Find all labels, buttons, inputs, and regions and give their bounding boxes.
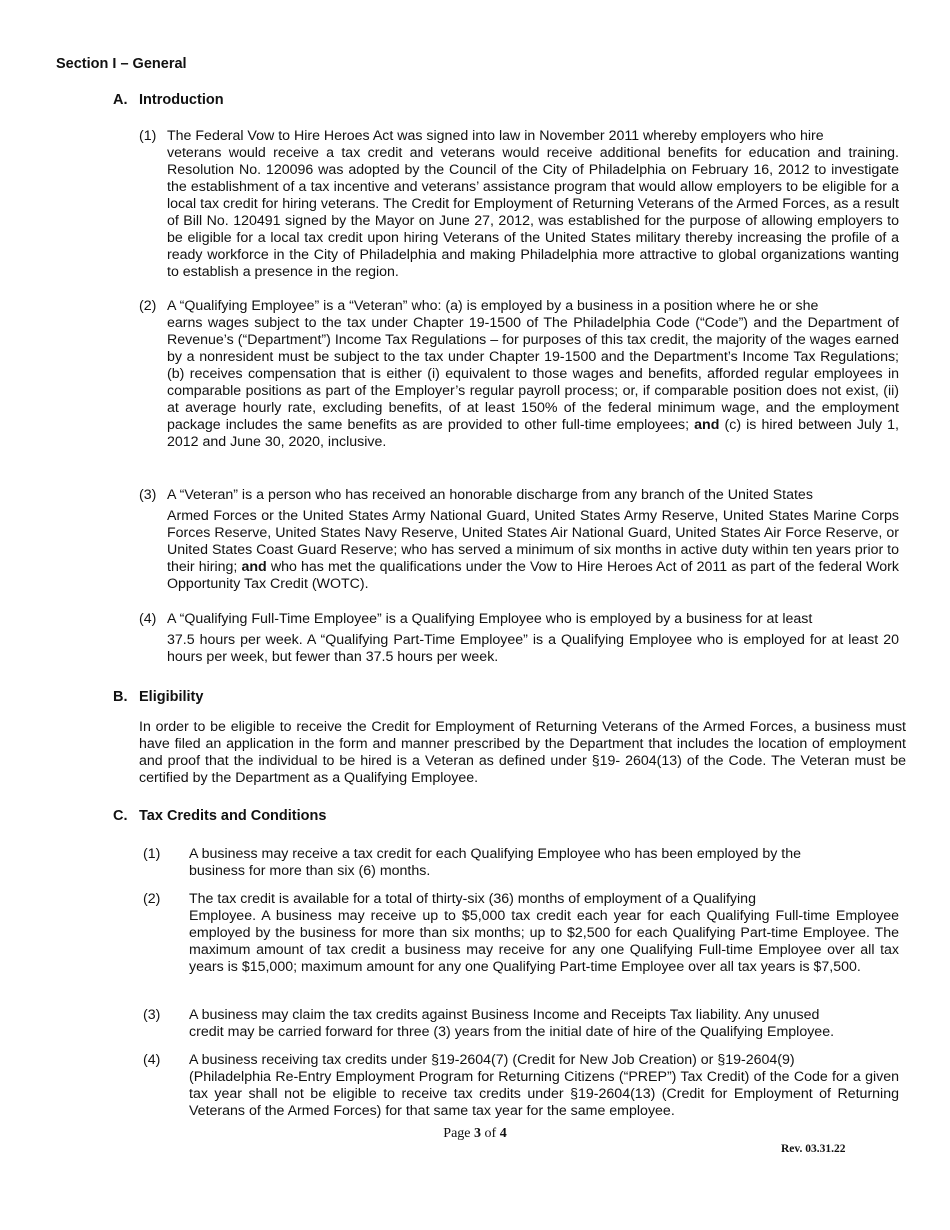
item-first-line: A “Veteran” is a person who has received an honorable discharge from any branch of the United States [167,487,813,503]
item-text: (Philadelphia Re-Entry Employment Program for Returning Citizens (“PREP”) Tax Credit) of the Code for a given tax year shall not be eligible to receive tax credits under §19-2604(13) (Credit for Employment of Returning Veterans of the Armed Forces) for that same tax year for the same employee. [189,1069,899,1119]
credit-item-2 [143,891,899,976]
item-text-part: earns wages subject to the tax under Chapter 19-1500 of The Philadelphia Code (“Code”) and the Department of Revenue’s (“Department”) Income Tax Regulations – for purposes of this tax credit, the majority of the wages earned by a nonresident must be subject to the tax under Chapter 19-1500 and the Department’s Income Tax Regulations; (b) receives compensation that is either (i) equivalent to those wages and benefits, afforded regular employees in comparable positions as part of the Employer’s regular payroll process; or, if comparable position does not exist, (ii) at average hourly rate, excluding benefits, of at least 150% of the federal minimum wage, and the employment package includes the same benefits as are provided to other full-time employees; [167,315,899,433]
item-text [167,508,899,593]
heading-label: Introduction [139,92,224,108]
eligibility-paragraph: In order to be eligible to receive the Credit for Employment of Returning Veterans of the Armed Forces, a business must have filed an application in the form and manner prescribed by the Department that includes the location of employment and proof that the individual to be hired is a Veteran as defined under §19- 2604(13) of the Code. The Veteran must be certified by the Department as a Qualifying Employee. [139,719,906,786]
page-current: 3 [474,1126,482,1141]
item-text-bold: and [241,559,267,575]
item-first-line: A business receiving tax credits under §19-2604(7) (Credit for New Job Creation) or §19-2604(9) [189,1052,795,1068]
heading-introduction [113,92,224,108]
item-number: (4) [139,611,157,627]
item-text: 37.5 hours per week. A “Qualifying Part-Time Employee” is a Qualifying Employee who is employed for at least 20 hours per week, but fewer than 37.5 hours per week. [167,632,899,665]
item-text: Employee. A business may receive up to $5,000 tax credit each year for each Qualifying Full-time Employee employed by the business for more than six months; up to $2,500 for each Qualifying Part-time Employee. The maximum amount of tax credit a business may receive for any one Qualifying Full-time Employee over all tax years is $15,000; maximum amount for any one Qualifying Part-time Employee over all tax years is $7,500. [189,908,899,975]
page-number [0,1126,950,1142]
item-number: (2) [143,891,161,907]
credit-item-4 [143,1052,899,1120]
item-first-line: A business may claim the tax credits against Business Income and Receipts Tax liability. Any unused [189,1007,820,1023]
item-number: (3) [139,487,157,503]
page-of: of [484,1126,497,1141]
intro-item-2 [139,298,899,451]
item-number: (1) [139,128,157,144]
item-number: (3) [143,1007,161,1023]
item-text-bold: and [694,417,720,433]
page-total: 4 [499,1126,507,1141]
item-text-part: (c) is hired between July 1, 2012 and June 30, 2020, inclusive. [167,417,899,450]
revision-label: Rev. 03.31.22 [781,1143,846,1155]
item-first-line: A “Qualifying Full-Time Employee” is a Qualifying Employee who is employed by a business for at least [167,611,813,627]
item-number: (2) [139,298,157,314]
heading-letter: A. [113,92,128,108]
heading-letter: B. [113,689,128,705]
item-text [167,315,899,451]
heading-label: Tax Credits and Conditions [139,808,327,824]
intro-item-4 [139,611,899,666]
credit-item-1 [143,846,899,880]
item-text-part: who has met the qualifications under the Vow to Hire Heroes Act of 2011 as part of the federal Work Opportunity Tax Credit (WOTC). [167,559,899,592]
item-first-line: A business may receive a tax credit for each Qualifying Employee who has been employed by the [189,846,801,862]
item-text-part: Armed Forces or the United States Army National Guard, United States Army Reserve, United States Marine Corps Forces Reserve, United States Navy Reserve, United States Air National Guard, United States Air Force Reserve, or United States Coast Guard Reserve; who has served a minimum of six months in active duty within ten years prior to their hiring; [167,508,899,575]
page-label: Page [443,1126,471,1141]
heading-eligibility [113,689,203,705]
item-text: credit may be carried forward for three (3) years from the initial date of hire of the Qualifying Employee. [189,1024,835,1040]
item-number: (1) [143,846,161,862]
intro-item-1 [139,128,899,281]
item-first-line: A “Qualifying Employee” is a “Veteran” who: (a) is employed by a business in a position where he or she [167,298,819,314]
credit-item-3 [143,1007,899,1041]
item-first-line: The Federal Vow to Hire Heroes Act was signed into law in November 2011 whereby employers who hire [167,128,824,144]
heading-tax-credits [113,808,326,824]
item-text: business for more than six (6) months. [189,863,431,879]
heading-letter: C. [113,808,128,824]
item-number: (4) [143,1052,161,1068]
section-title: Section I – General [56,56,187,72]
item-text: veterans would receive a tax credit and veterans would receive additional benefits for education and training. Resolution No. 120096 was adopted by the Council of the City of Philadelphia on February 16, 2012 to investigate the establishment of a tax incentive and veterans’ assistance program that would allow employers to be eligible for a local tax credit for hiring veterans. The Credit for Employment of Returning Veterans of the Armed Forces, as a result of Bill No. 120491 signed by the Mayor on June 27, 2012, was established for the purpose of allowing employers to be eligible for a local tax credit upon hiring Veterans of the United States military thereby increasing the profile of a ready workforce in the City of Philadelphia and making Philadelphia more attractive to global organizations wanting to establish a presence in the region. [167,145,899,280]
heading-label: Eligibility [139,689,204,705]
intro-item-3 [139,487,899,593]
item-first-line: The tax credit is available for a total of thirty-six (36) months of employment of a Qualifying [189,891,756,907]
